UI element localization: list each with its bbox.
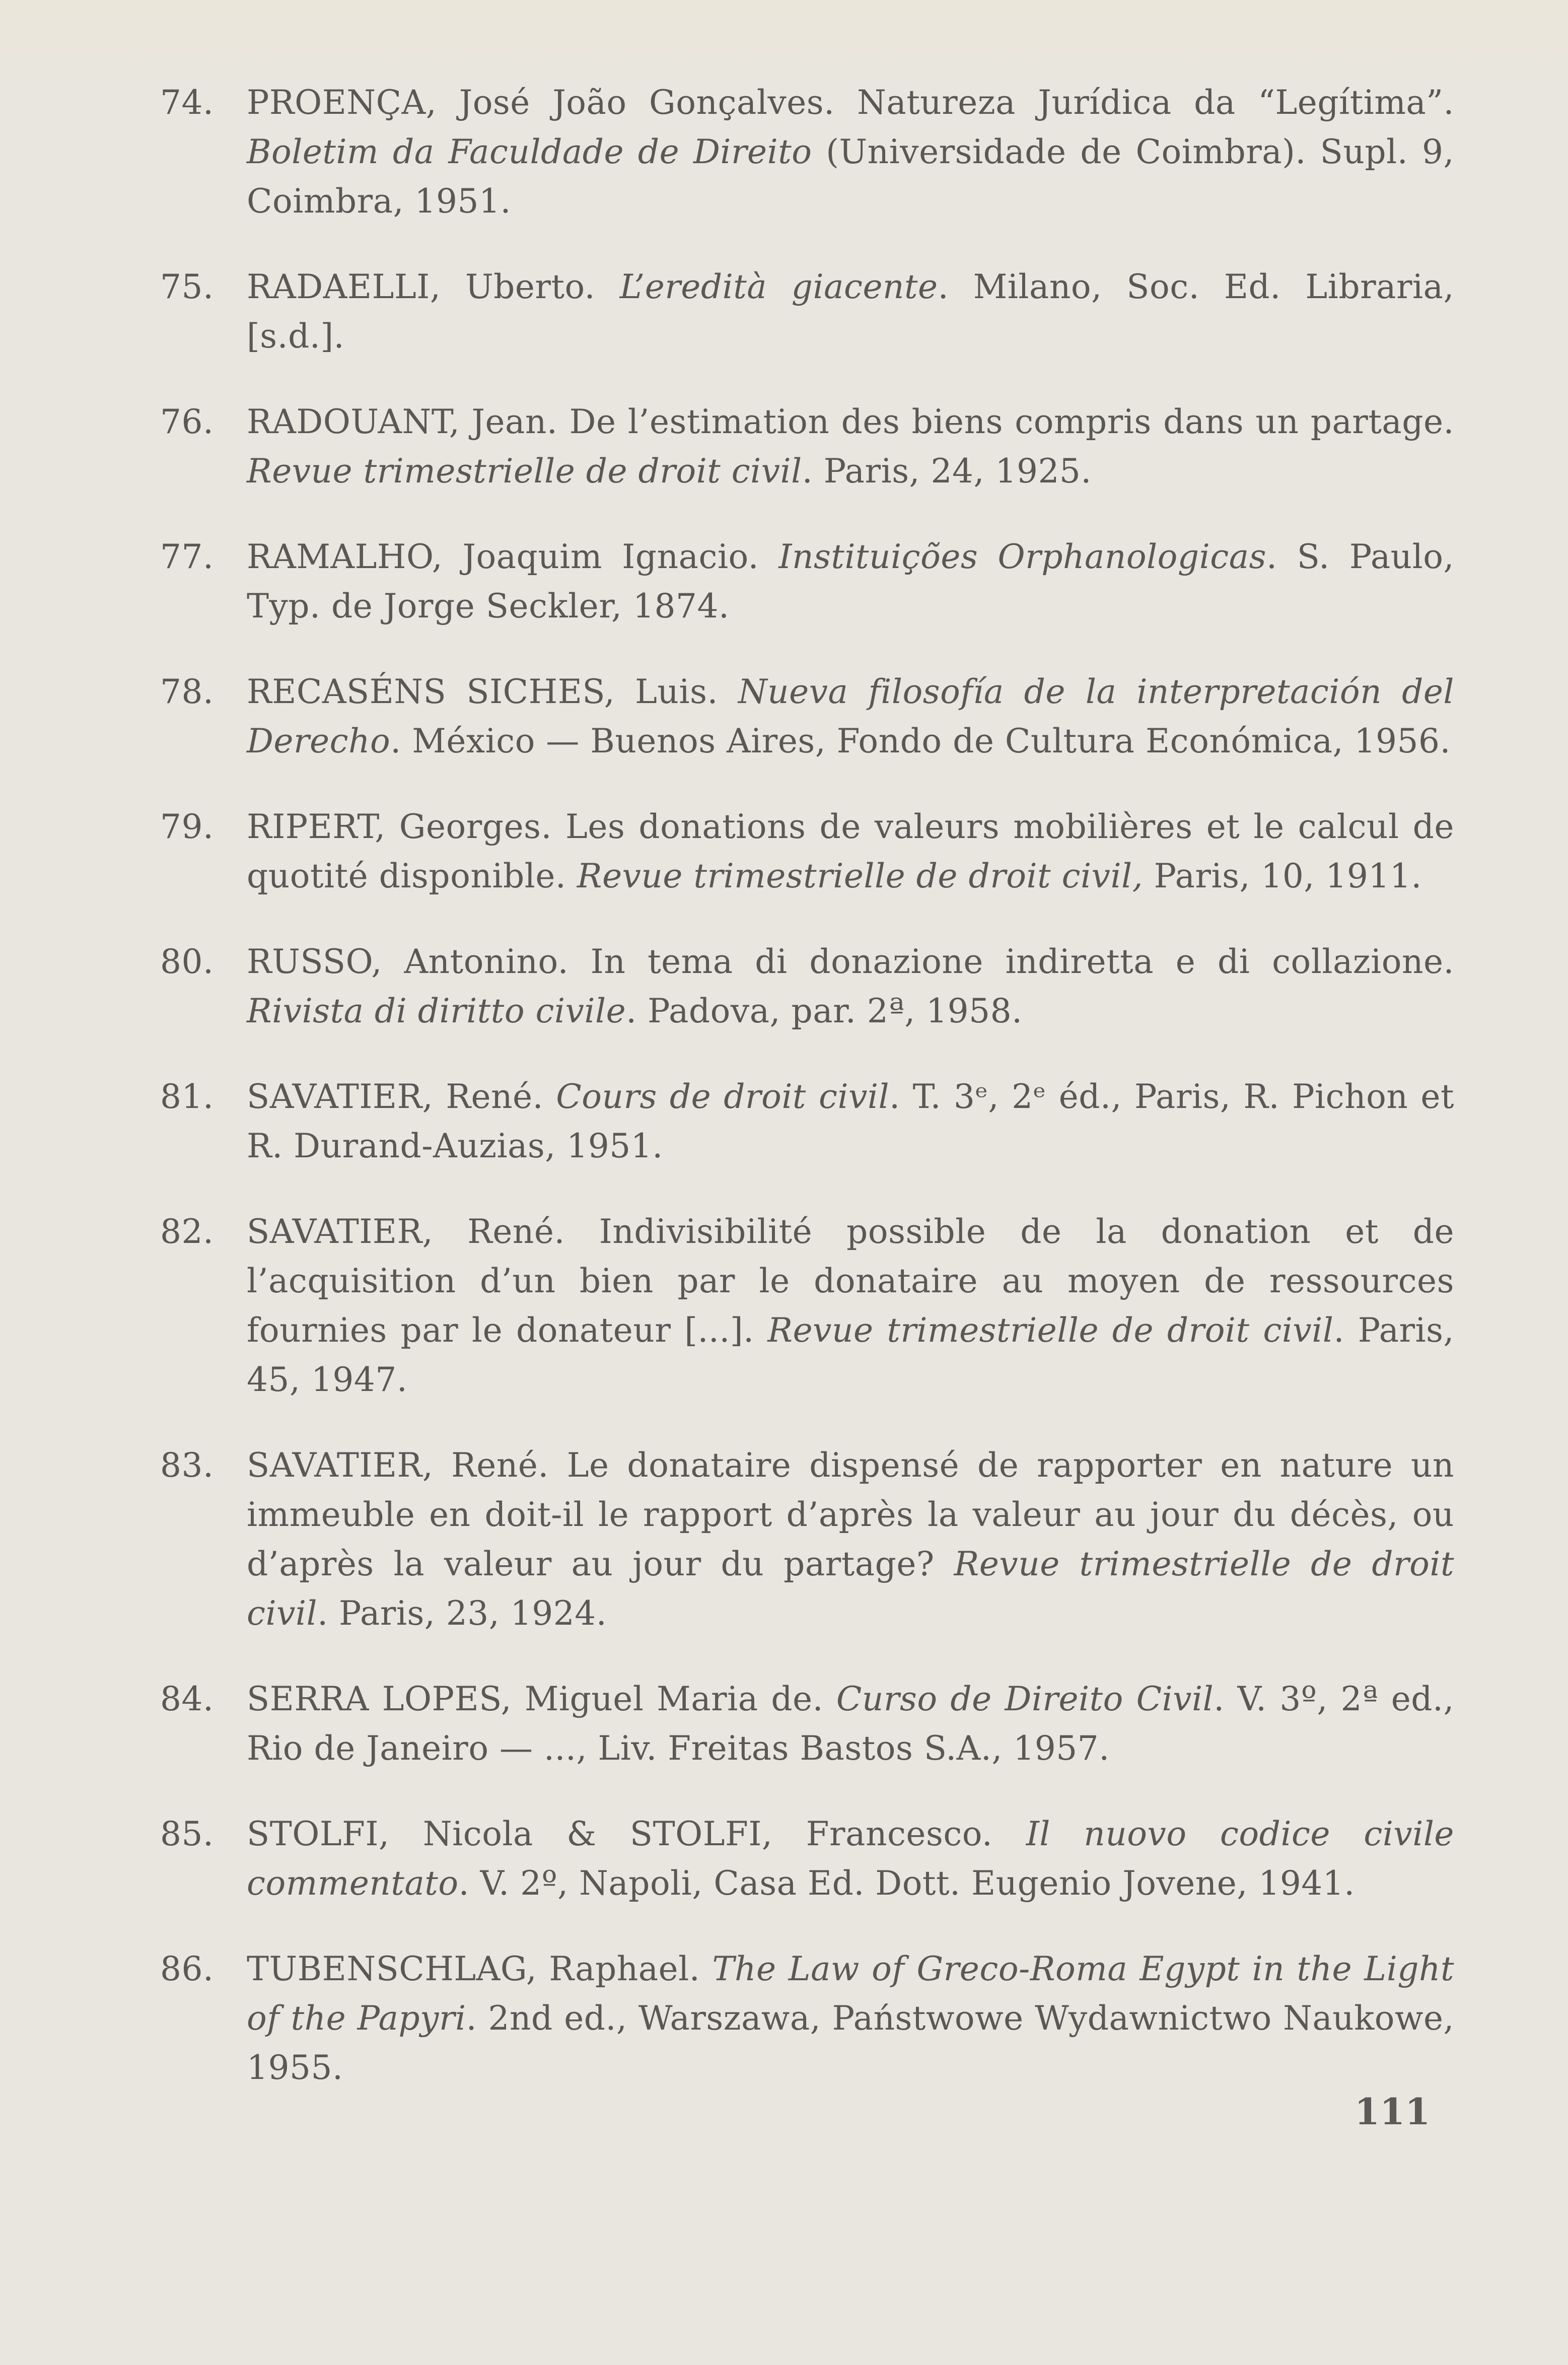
entry-text: SAVATIER, René. Indivisibilité possible de la donation et de l’acquisition d’un bien par le donataire au moyen de ressources fournies par le donateur [...]. (247, 1212, 1454, 1350)
entry-text: RADAELLI, Uberto. (247, 267, 620, 306)
entry-text: . S. Paulo, Typ. de Jorge Seckler, 1874. (247, 537, 1455, 625)
entry-title-italic: Revue trimestrielle de droit civil (767, 1311, 1334, 1350)
entry-number: 81. (160, 1077, 214, 1116)
entry-number: 75. (160, 267, 214, 306)
entry-text: RAMALHO, Joaquim Ignacio. (247, 537, 779, 576)
entry-text: Paris, 10, 1911. (1143, 857, 1422, 895)
entry-number: 74. (160, 83, 214, 122)
entry-title-italic: L’eredità giacente (619, 267, 938, 306)
entry-text: . México — Buenos Aires, Fondo de Cultura Económica, 1956. (390, 722, 1451, 760)
entry-number: 79. (160, 807, 214, 846)
entry-text: . 2nd ed., Warszawa, Państwowe Wydawnictwo Naukowe, 1955. (247, 1999, 1454, 2087)
bibliography-entry (160, 1207, 1454, 1405)
entry-number: 77. (160, 537, 214, 576)
bibliography-entry (160, 1675, 1454, 1773)
entry-text: SERRA LOPES, Miguel Maria de. (247, 1680, 836, 1718)
entry-text: . Paris, 24, 1925. (802, 452, 1092, 491)
entry-number: 78. (160, 672, 214, 711)
bibliography-entry (160, 397, 1454, 496)
entry-title-italic: Curso de Direito Civil (836, 1680, 1214, 1718)
bibliography-entry (160, 1072, 1454, 1171)
entry-text: . V. 3º, 2ª ed., Rio de Janeiro — ..., Liv. Freitas Bastos S.A., 1957. (247, 1680, 1454, 1768)
entry-text: . Paris, 45, 1947. (247, 1311, 1455, 1399)
entry-title-italic: Nueva filosofía de la interpretación del Derecho (247, 672, 1455, 760)
bibliography-entry (160, 532, 1454, 631)
bibliography-list (160, 78, 1454, 2129)
bibliography-entry (160, 802, 1454, 901)
entry-title-italic: Revue trimestrielle de droit civil (247, 1545, 1454, 1633)
bibliography-entry (160, 937, 1454, 1036)
entry-text: RADOUANT, Jean. De l’estimation des biens compris dans un partage. (247, 402, 1454, 441)
entry-text: . V. 2º, Napoli, Casa Ed. Dott. Eugenio Jovene, 1941. (458, 1864, 1355, 1903)
bibliography-entry (160, 262, 1454, 361)
bibliography-entry (160, 78, 1454, 226)
entry-number: 80. (160, 942, 214, 981)
entry-text: STOLFI, Nicola & STOLFI, Francesco. (247, 1815, 1026, 1853)
entry-title-italic: Boletim da Faculdade de Direito (247, 132, 812, 171)
entry-text: RIPERT, Georges. Les donations de valeurs mobilières et le calcul de quotité disponible. (247, 807, 1454, 895)
entry-number: 86. (160, 1950, 214, 1988)
entry-text: . Paris, 23, 1924. (317, 1594, 607, 1633)
bibliography-entry (160, 667, 1454, 766)
entry-title-italic: Instituições Orphanologicas (778, 537, 1266, 576)
entry-text: RECASÉNS SICHES, Luis. (247, 672, 738, 711)
entry-text: . Padova, par. 2ª, 1958. (626, 992, 1023, 1030)
bibliography-entry (160, 1944, 1454, 2093)
entry-number: 76. (160, 402, 214, 441)
entry-text: TUBENSCHLAG, Raphael. (247, 1950, 712, 1988)
entry-number: 83. (160, 1446, 214, 1485)
entry-text: PROENÇA, José João Gonçalves. Natureza Jurídica da “Legítima”. (247, 83, 1454, 122)
entry-text: SAVATIER, René. (247, 1077, 556, 1116)
entry-text: . Milano, Soc. Ed. Libraria, [s.d.]. (247, 267, 1454, 356)
entry-text: SAVATIER, René. Le donataire dispensé de rapporter en nature un immeuble en doit-il le rapport d’après la valeur au jour du décès, ou d’après la valeur au jour du partage? (247, 1446, 1454, 1583)
entry-text: (Universidade de Coimbra). Supl. 9, Coimbra, 1951. (247, 132, 1454, 221)
entry-text: RUSSO, Antonino. In tema di donazione indiretta e di collazione. (247, 942, 1454, 981)
bibliography-entry (160, 1441, 1454, 1638)
entry-title-italic: Cours de droit civil (556, 1077, 890, 1116)
entry-text: . T. 3ᵉ, 2ᵉ éd., Paris, R. Pichon et R. Durand-Auzias, 1951. (247, 1077, 1455, 1165)
bibliography-entry (160, 1810, 1454, 1908)
entry-number: 84. (160, 1680, 214, 1718)
entry-title-italic: Il nuovo codice civile commentato (247, 1815, 1454, 1903)
entry-title-italic: Revue trimestrielle de droit civil, (577, 857, 1144, 895)
entry-title-italic: Revue trimestrielle de droit civil (247, 452, 802, 491)
entry-title-italic: Rivista di diritto civile (247, 992, 626, 1030)
entry-title-italic: The Law of Greco-Roma Egypt in the Light of the Papyri (247, 1950, 1454, 2038)
page-number: 111 (1355, 2090, 1431, 2133)
entry-number: 82. (160, 1212, 214, 1251)
entry-number: 85. (160, 1815, 214, 1853)
